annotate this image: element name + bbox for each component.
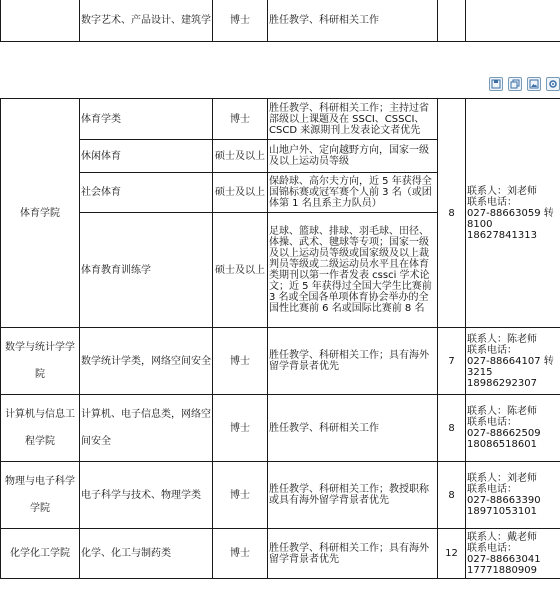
contact-line: 联系电话： [467, 484, 517, 495]
major-cell: 化学、化工与制药类 [80, 529, 213, 579]
department-name: 数学与统计学学院 [1, 328, 80, 395]
table-row [1, 0, 560, 41]
department-name: 物理与电子科学学院 [1, 462, 80, 529]
major-cell: 数字艺术、产品设计、建筑学 [80, 0, 213, 41]
contact-line: 027-88662509 [467, 428, 541, 439]
department-cell [1, 0, 80, 41]
image-icon[interactable] [527, 77, 541, 91]
department-name: 计算机与信息工程学院 [1, 395, 80, 462]
major-cell: 电子科学与技术、物理学类 [80, 462, 213, 529]
contact-line: 18086518601 [467, 439, 537, 450]
table-row [1, 529, 560, 579]
contact-cell [466, 0, 560, 41]
contact-line: 联系人：陈老师 [467, 333, 537, 345]
save-icon[interactable] [489, 77, 503, 91]
contact-cell [466, 462, 560, 529]
major-cell: 计算机、电子信息类，网络空间安全 [80, 395, 213, 462]
contact-line: 18986292307 [467, 377, 537, 389]
contact-line: 联系人：刘老师 [467, 473, 537, 484]
table-row [1, 395, 560, 462]
settings-icon[interactable] [546, 77, 560, 91]
contact-line: 联系电话： [467, 344, 517, 356]
table-row [1, 328, 560, 395]
contact-cell [466, 529, 560, 579]
degree-cell: 博士 [213, 462, 268, 529]
major-cell: 休闲体育 [80, 140, 213, 173]
requirement-cell: 胜任教学、科研相关工作；具有海外留学背景者优先 [268, 328, 438, 395]
degree-cell: 博士 [213, 395, 268, 462]
count-cell: 7 [438, 328, 466, 395]
department-name: 化学化工学院 [1, 529, 80, 579]
contact-line: 027-88663390 [467, 495, 541, 506]
contact-line: 18971053101 [467, 506, 537, 517]
count-cell: 8 [438, 395, 466, 462]
contact-line: 027-88663059 转 [467, 207, 554, 219]
major-cell: 数学统计学类，网络空间安全 [80, 328, 213, 395]
count-cell: 8 [438, 99, 466, 328]
contact-cell [466, 395, 560, 462]
major-cell: 体育学类 [80, 99, 213, 140]
requirement-cell: 保龄球、高尔夫方向，近 5 年获得全国锦标赛或冠军赛个人前 3 名（或团体第 1 名且系主力队员） [268, 173, 438, 213]
copy-icon[interactable] [508, 77, 522, 91]
table-row [1, 462, 560, 529]
contact-line: 联系人：刘老师 [467, 185, 537, 197]
major-cell: 体育教育训练学 [80, 213, 213, 328]
major-cell: 社会体育 [80, 173, 213, 213]
requirement-cell: 胜任教学、科研相关工作 [268, 395, 438, 462]
contact-cell [466, 328, 560, 395]
contact-line: 联系电话： [467, 542, 517, 554]
degree-cell: 硕士及以上 [213, 213, 268, 328]
requirement-cell: 胜任教学、科研相关工作；主持过省部级以上课题及在 SSCI、CSSCI、CSCD 来源期刊上发表论文者优先 [268, 99, 438, 140]
contact-line: 8100 [467, 218, 493, 230]
department-name: 体育学院 [1, 99, 80, 328]
contact-line: 027-88664107 转 [467, 355, 554, 367]
contact-line: 联系人：戴老师 [467, 531, 537, 543]
contact-cell [466, 99, 560, 328]
contact-line: 3215 [467, 366, 493, 378]
count-cell: 12 [438, 529, 466, 579]
degree-cell: 硕士及以上 [213, 140, 268, 173]
contact-line: 联系电话： [467, 417, 517, 428]
requirement-cell: 胜任教学、科研相关工作 [268, 0, 438, 41]
count-cell [438, 0, 466, 41]
requirement-cell: 足球、篮球、排球、羽毛球、田径、体操、武术、毽球等专项；国家一级及以上运动员等级或国家级及以上裁判员等级或二级运动员水平且在体育类期刊以第一作者发表 cssci 学术论文；近 5 年获得过全国大学生比赛前 3 名或全国各单项体育协会举办的全国性比赛前 6 名或国际比赛前 8 名 [268, 213, 438, 328]
contact-line: 17771880909 [467, 564, 537, 576]
count-cell: 8 [438, 462, 466, 529]
degree-cell: 博士 [213, 99, 268, 140]
table-row [1, 99, 560, 140]
contact-line: 联系电话： [467, 196, 517, 208]
recruitment-table [0, 98, 560, 579]
contact-line: 18627841313 [467, 229, 537, 241]
degree-cell: 硕士及以上 [213, 173, 268, 213]
contact-line: 联系人：陈老师 [467, 406, 537, 417]
requirement-cell: 山地户外、定向越野方向，国家一级及以上运动员等级 [268, 140, 438, 173]
degree-cell: 博士 [213, 328, 268, 395]
requirement-cell: 胜任教学、科研相关工作；具有海外留学背景者优先 [268, 529, 438, 579]
degree-cell: 博士 [213, 0, 268, 41]
requirement-cell: 胜任教学、科研相关工作；教授职称或具有海外留学背景者优先 [268, 462, 438, 529]
contact-line: 027-88663041 [467, 553, 541, 565]
previous-table-fragment [0, 0, 560, 42]
degree-cell: 博士 [213, 529, 268, 579]
table-toolbar [489, 76, 560, 92]
